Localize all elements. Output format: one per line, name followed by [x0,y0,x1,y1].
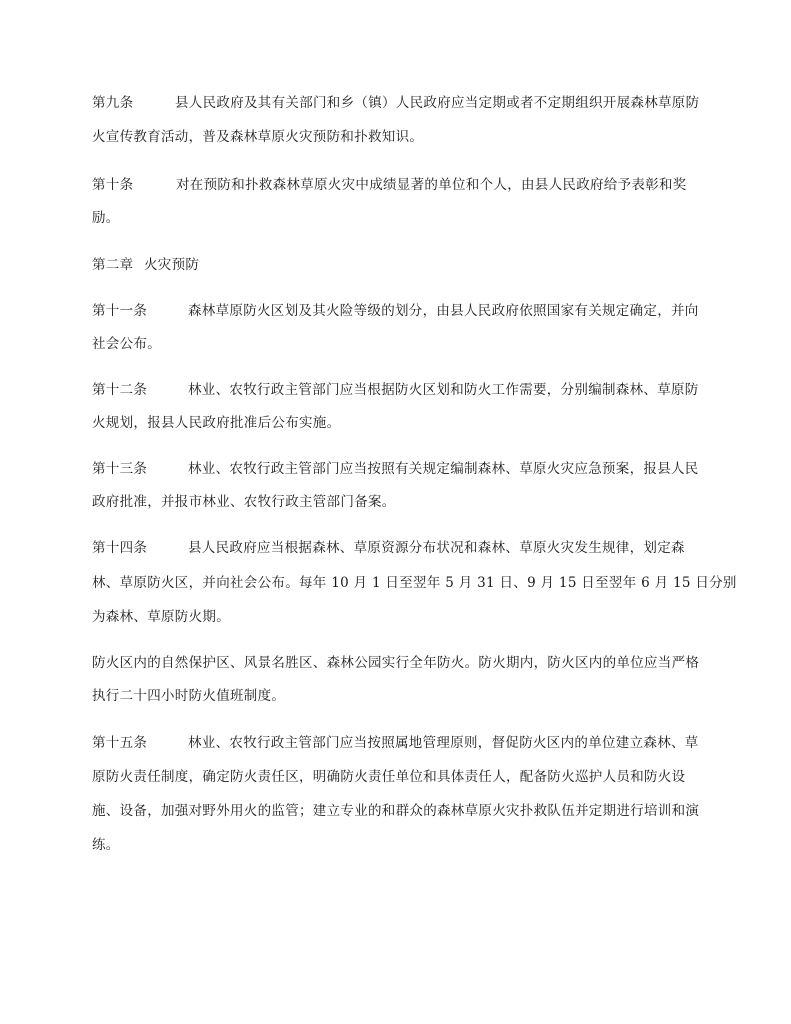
article-10-line-1 [92,176,687,194]
article-15-line-1 [92,734,699,752]
article-13-line-1 [92,460,699,478]
article-9-line-1 [92,94,699,112]
article-14-label: 第十四条 [92,540,148,556]
article-9-text-1: 县人民政府及其有关部门和乡（镇）人民政府应当定期或者不定期组织开展森林草原防 [175,95,700,111]
article-9-label: 第九条 [92,95,134,111]
article-11-text-1: 森林草原防火区划及其火险等级的划分，由县人民政府依照国家有关规定确定，并向 [188,303,699,319]
article-14-para-2-line-2: 执行二十四小时防火值班制度。 [92,688,286,704]
article-13-line-2: 政府批准，并报市林业、农牧行政主管部门备案。 [92,494,396,510]
article-11-line-2: 社会公布。 [92,336,161,352]
article-14-line-2: 林、草原防火区，并向社会公布。每年 10 月 1 日至翌年 5 月 31 日、9 月 15 日至翌年 6 月 15 日分别 [92,575,737,591]
article-10-line-2: 励。 [92,210,120,226]
article-14-line-3: 为森林、草原防火期。 [92,609,230,625]
article-13-label: 第十三条 [92,461,148,477]
article-13-text-1: 林业、农牧行政主管部门应当按照有关规定编制森林、草原火灾应急预案，报县人民 [188,461,699,477]
chapter-2-title: 火灾预防 [144,257,200,273]
article-12-line-2: 火规划，报县人民政府批准后公布实施。 [92,415,341,431]
article-12-line-1 [92,381,699,399]
chapter-2-label: 第二章 [92,257,134,273]
article-14-para-2-line-1: 防火区内的自然保护区、风景名胜区、森林公园实行全年防火。防火期内，防火区内的单位应当严格 [92,655,700,671]
article-15-label: 第十五条 [92,735,148,751]
article-12-text-1: 林业、农牧行政主管部门应当根据防火区划和防火工作需要，分别编制森林、草原防 [188,382,699,398]
article-12-label: 第十二条 [92,382,148,398]
article-15-line-4: 练。 [92,837,120,853]
article-14-line-1 [92,539,685,557]
article-10-label: 第十条 [92,177,134,193]
article-11-line-1 [92,302,699,320]
article-9-line-2: 火宣传教育活动，普及森林草原火灾预防和扑救知识。 [92,129,424,145]
article-10-text-1: 对在预防和扑救森林草原火灾中成绩显著的单位和个人，由县人民政府给予表彰和奖 [176,177,687,193]
article-14-text-1: 县人民政府应当根据森林、草原资源分布状况和森林、草原火灾发生规律，划定森 [188,540,685,556]
article-15-text-1: 林业、农牧行政主管部门应当按照属地管理原则，督促防火区内的单位建立森林、草 [188,735,699,751]
article-15-line-3: 施、设备，加强对野外用火的监管；建立专业的和群众的森林草原火灾扑救队伍并定期进行培训和演 [92,803,700,819]
article-11-label: 第十一条 [92,303,148,319]
chapter-2-heading [92,256,199,274]
article-15-line-2: 原防火责任制度，确定防火责任区，明确防火责任单位和具体责任人，配备防火巡护人员和防火设 [92,769,686,785]
